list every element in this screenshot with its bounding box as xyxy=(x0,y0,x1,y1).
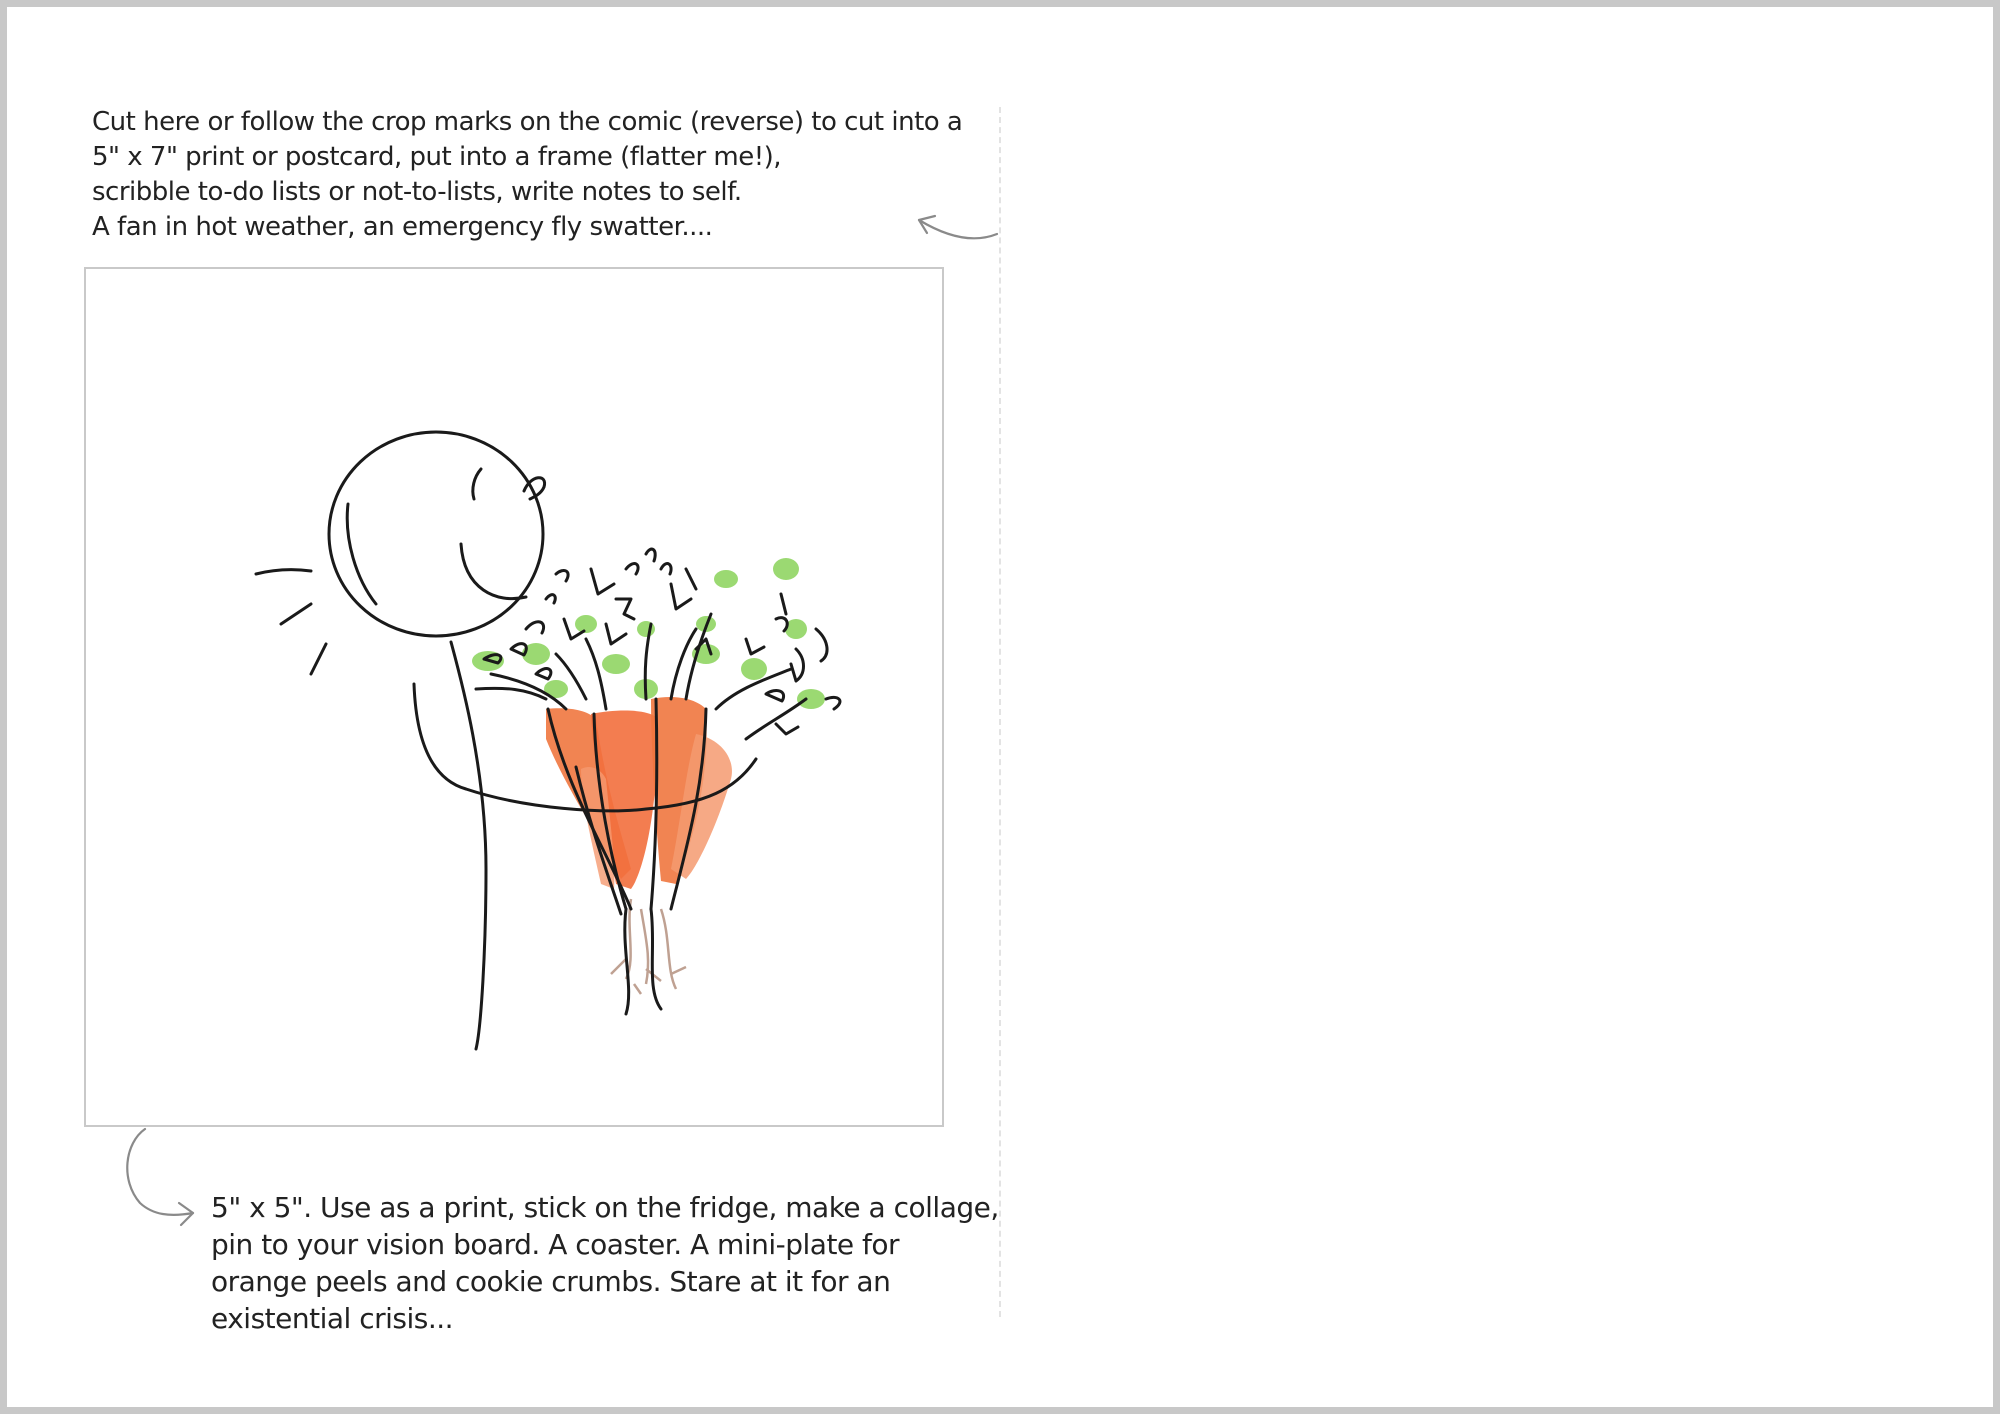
bottom-note-line-1: 5" x 5". Use as a print, stick on the fridge, make a collage, xyxy=(211,1191,999,1224)
curved-arrow-icon-bottom xyxy=(115,1125,205,1230)
top-note-line-2: 5" x 7" print or postcard, put into a frame (flatter me!), xyxy=(92,142,782,172)
bottom-note-line-4: existential crisis... xyxy=(211,1302,454,1335)
top-note-line-4: A fan in hot weather, an emergency fly swatter.... xyxy=(92,212,713,242)
top-note-line-1: Cut here or follow the crop marks on the comic (reverse) to cut into a xyxy=(92,107,963,137)
printable-page xyxy=(7,7,1993,1407)
top-note-line-3: scribble to-do lists or not-to-lists, write notes to self. xyxy=(92,177,742,207)
comic-frame xyxy=(84,267,944,1127)
bottom-note-line-3: orange peels and cookie crumbs. Stare at it for an xyxy=(211,1265,891,1298)
top-instruction-text xyxy=(92,105,962,245)
bottom-instruction-text xyxy=(211,1189,999,1337)
stick-figure-carrots-illustration xyxy=(86,269,942,1125)
curved-arrow-icon-top xyxy=(907,202,1007,252)
cut-here-dashed-line xyxy=(999,107,1001,1317)
bottom-note-line-2: pin to your vision board. A coaster. A mini-plate for xyxy=(211,1228,900,1261)
